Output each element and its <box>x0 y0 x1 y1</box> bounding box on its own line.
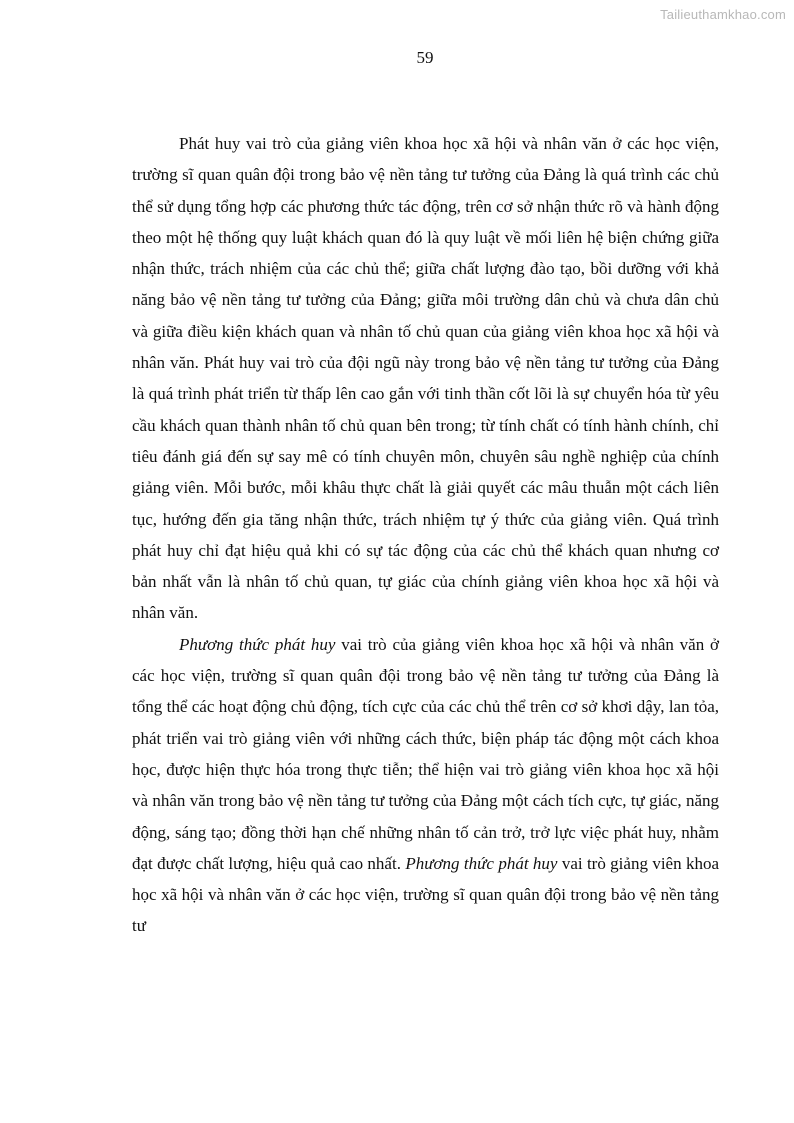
italic-term: Phương thức phát huy <box>179 634 336 654</box>
paragraph <box>132 629 719 942</box>
paragraph-text: vai trò giảng viên khoa học xã hội và nhân văn ở các học viện, trường sĩ quan quân đội trong bảo vệ nền tảng tư <box>132 853 719 936</box>
paragraph: Phát huy vai trò của giảng viên khoa học xã hội và nhân văn ở các học viện, trường sĩ quan quân đội trong bảo vệ nền tảng tư tưởng của Đảng là quá trình các chủ thể sử dụng tổng hợp các phương thức tác động, trên cơ sở nhận thức rõ và hành động theo một hệ thống quy luật khách quan đó là quy luật về mối liên hệ biện chứng giữa nhận thức, trách nhiệm của các chủ thể; giữa chất lượng đào tạo, bồi dưỡng với khả năng bảo vệ nền tảng tư tưởng của Đảng; giữa môi trường dân chủ và chưa dân chủ và giữa điều kiện khách quan và nhân tố chủ quan của giảng viên khoa học xã hội và nhân văn. Phát huy vai trò của đội ngũ này trong bảo vệ nền tảng tư tưởng của Đảng là quá trình phát triển từ thấp lên cao gắn với tinh thần cốt lõi là sự chuyển hóa từ yêu cầu khách quan thành nhân tố chủ quan bên trong; từ tính chất có tính hành chính, chỉ tiêu đánh giá đến sự say mê có tính chuyên môn, chuyên sâu nghề nghiệp của chính giảng viên. Mỗi bước, mỗi khâu thực chất là giải quyết các mâu thuẫn một cách liên tục, hướng đến gia tăng nhận thức, trách nhiệm tự ý thức của giảng viên. Quá trình phát huy chỉ đạt hiệu quả khi có sự tác động của các chủ thể khách quan nhưng cơ bản nhất vẫn là nhân tố chủ quan, tự giác của chính giảng viên khoa học xã hội và nhân văn. <box>132 134 719 623</box>
watermark: Tailieuthamkhao.com <box>660 7 786 22</box>
page-number: 59 <box>416 48 434 67</box>
italic-term: Phương thức phát huy <box>405 853 558 873</box>
paragraph-text: vai trò của giảng viên khoa học xã hội và nhân văn ở các học viện, trường sĩ quan quân đội trong bảo vệ nền tảng tư tưởng của Đảng là tổng thể các hoạt động chủ động, tích cực của các chủ thể trên cơ sở khơi dậy, lan tỏa, phát triển vai trò giảng viên với những cách thức, biện pháp tác động một cách khoa học, được hiện thực hóa trong thực tiễn; thể hiện vai trò giảng viên khoa học xã hội và nhân văn trong bảo vệ nền tảng tư tưởng của Đảng một cách tích cực, tự giác, năng động, sáng tạo; đồng thời hạn chế những nhân tố cản trở, trở lực việc phát huy, nhằm đạt được chất lượng, hiệu quả cao nhất. <box>132 634 719 873</box>
body-text <box>132 128 719 942</box>
